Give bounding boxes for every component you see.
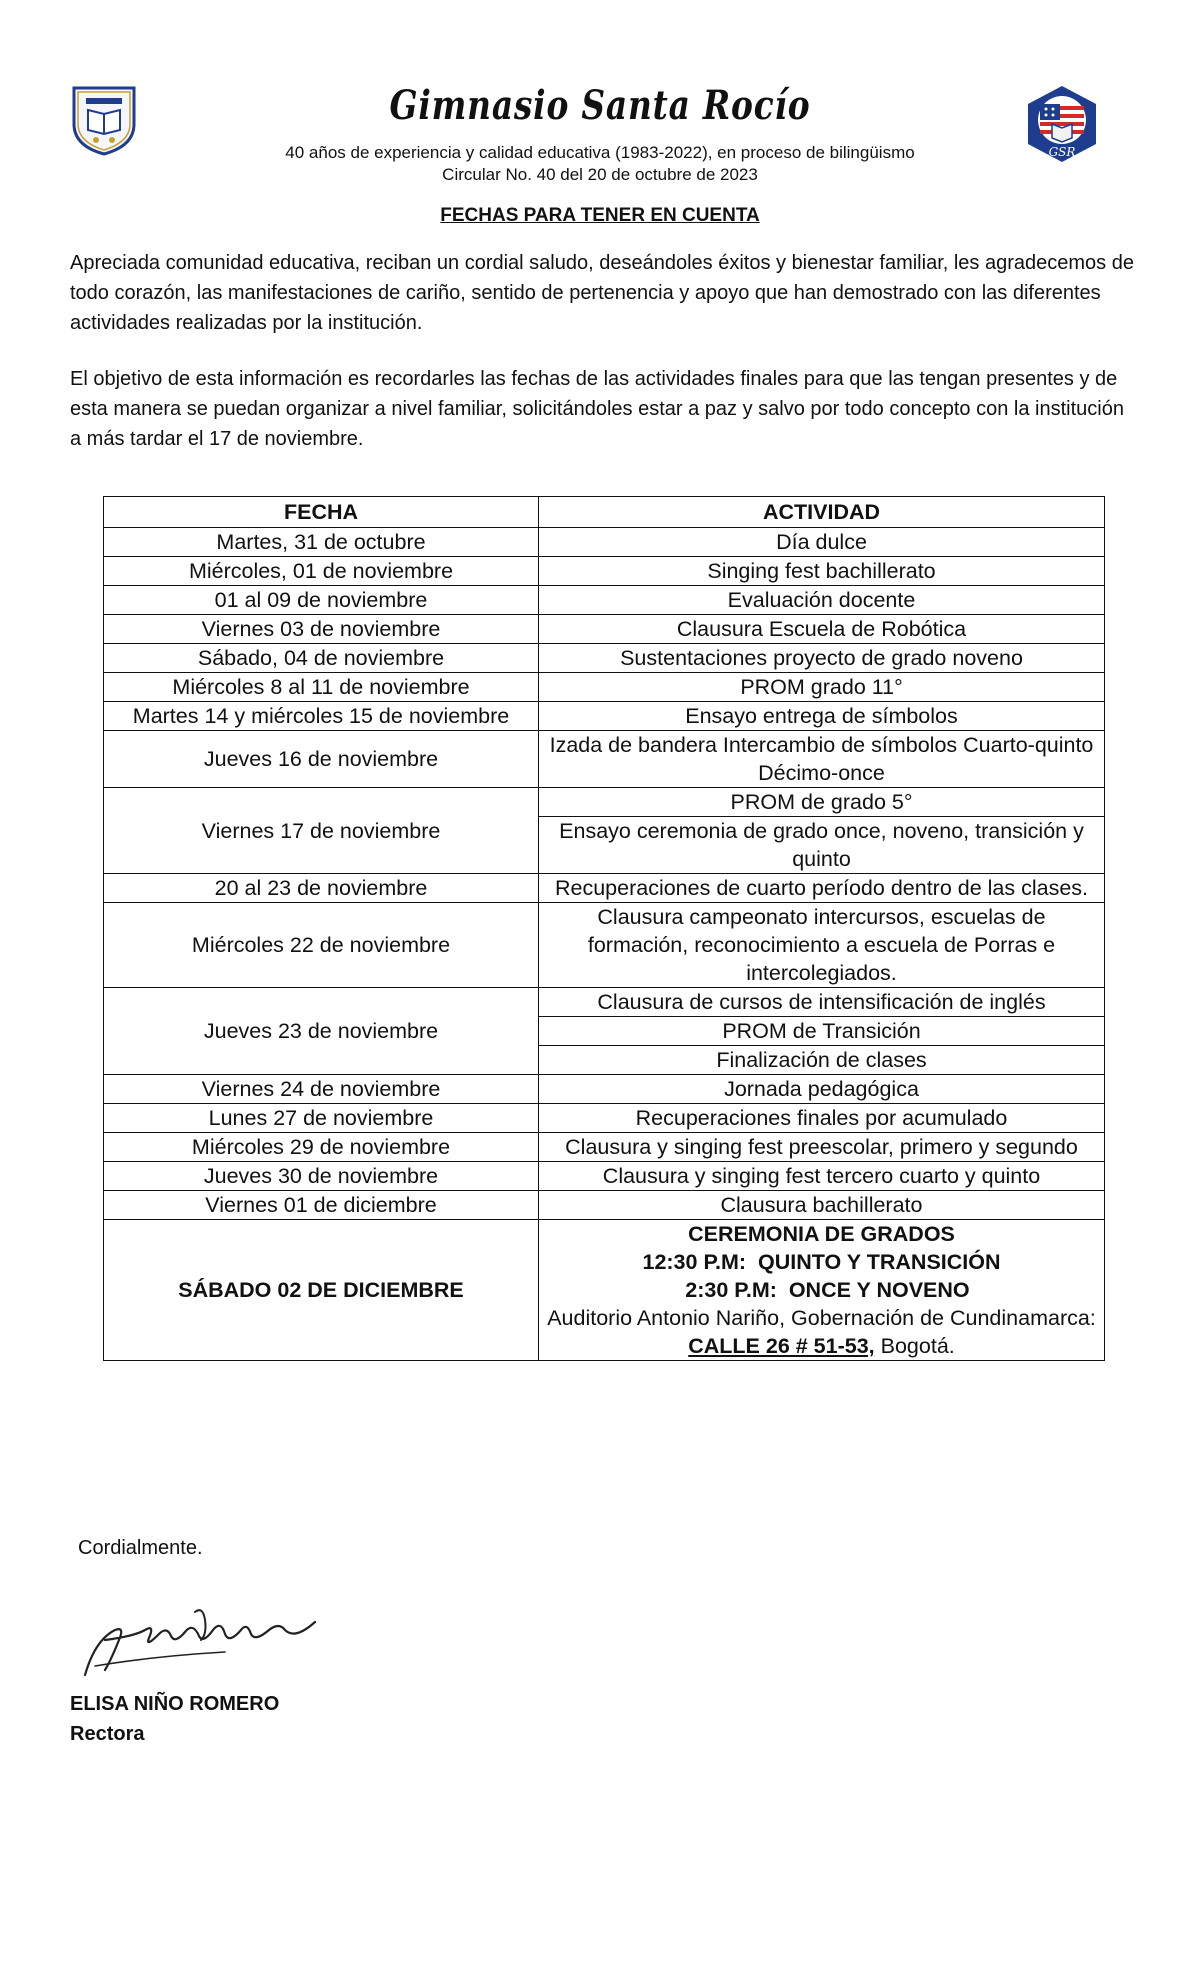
- row-date: Miércoles, 01 de noviembre: [104, 557, 539, 586]
- row-activity: Izada de bandera Intercambio de símbolos Cuarto-quinto Décimo-once: [539, 731, 1105, 788]
- table-row: [104, 1104, 1105, 1133]
- table-row: [104, 586, 1105, 615]
- table-row: [104, 874, 1105, 903]
- row-date: Viernes 03 de noviembre: [104, 615, 539, 644]
- school-tagline: 40 años de experiencia y calidad educativa (1983-2022), en proceso de bilingüismo: [285, 143, 915, 162]
- school-crest-icon: [70, 84, 138, 156]
- signer-role: Rectora: [70, 1723, 145, 1745]
- row-activity: PROM de Transición: [539, 1017, 1105, 1046]
- schedule-body: [104, 528, 1105, 1361]
- table-row: [104, 1162, 1105, 1191]
- row-date: Viernes 01 de diciembre: [104, 1191, 539, 1220]
- row-date: Miércoles 22 de noviembre: [104, 903, 539, 988]
- row-activity: Evaluación docente: [539, 586, 1105, 615]
- row-date: Jueves 23 de noviembre: [104, 988, 539, 1075]
- row-date: Viernes 24 de noviembre: [104, 1075, 539, 1104]
- row-activity: Clausura y singing fest preescolar, primero y segundo: [539, 1133, 1105, 1162]
- row-date: Sábado, 04 de noviembre: [104, 644, 539, 673]
- ceremony-date: SÁBADO 02 DE DICIEMBRE: [104, 1220, 539, 1361]
- activity-column-header: ACTIVIDAD: [539, 497, 1105, 528]
- row-activity: Finalización de clases: [539, 1046, 1105, 1075]
- row-date: Lunes 27 de noviembre: [104, 1104, 539, 1133]
- row-date: Viernes 17 de noviembre: [104, 788, 539, 874]
- row-activity: Jornada pedagógica: [539, 1075, 1105, 1104]
- bilingual-flag-crest-icon: [1022, 84, 1102, 164]
- table-row: [104, 528, 1105, 557]
- table-row: [104, 702, 1105, 731]
- ceremony-details: [539, 1220, 1105, 1361]
- table-row: [104, 615, 1105, 644]
- table-row: [104, 1191, 1105, 1220]
- row-activity: Clausura y singing fest tercero cuarto y quinto: [539, 1162, 1105, 1191]
- row-activity: Día dulce: [539, 528, 1105, 557]
- objective-paragraph: El objetivo de esta información es recordarles las fechas de las actividades finales para que las tengan presentes y de esta manera se puedan organizar a nivel familiar, solicitándoles estar a paz y salvo por todo concepto con la institución a más tardar el 17 de noviembre.: [70, 368, 1124, 450]
- table-row: [104, 557, 1105, 586]
- table-row: [104, 988, 1105, 1017]
- row-date: Jueves 30 de noviembre: [104, 1162, 539, 1191]
- ceremony-time-2: 2:30 P.M: ONCE Y NOVENO: [673, 1278, 970, 1302]
- date-column-header: FECHA: [104, 497, 539, 528]
- table-row: [104, 903, 1105, 988]
- ceremony-address-prefix: Auditorio Antonio Nariño, Gobernación de Cundinamarca:: [547, 1306, 1096, 1330]
- table-row: [104, 1133, 1105, 1162]
- row-date: 20 al 23 de noviembre: [104, 874, 539, 903]
- greeting-paragraph: Apreciada comunidad educativa, reciban un cordial saludo, deseándoles éxitos y bienestar familiar, les agradecemos de todo corazón, las manifestaciones de cariño, sentido de pertenencia y apoyo que han demostrado con las diferentes actividades realizadas por la institución.: [70, 252, 1134, 334]
- school-name: Gimnasio Santa Rocío: [389, 82, 811, 129]
- row-activity: Clausura de cursos de intensificación de inglés: [539, 988, 1105, 1017]
- row-date: 01 al 09 de noviembre: [104, 586, 539, 615]
- row-activity: Clausura campeonato intercursos, escuelas de formación, reconocimiento a escuela de Porras e intercolegiados.: [539, 903, 1105, 988]
- row-activity: Clausura Escuela de Robótica: [539, 615, 1105, 644]
- table-header-row: [104, 497, 1105, 528]
- row-activity: Sustentaciones proyecto de grado noveno: [539, 644, 1105, 673]
- row-date: Miércoles 8 al 11 de noviembre: [104, 673, 539, 702]
- row-activity: PROM grado 11°: [539, 673, 1105, 702]
- row-activity: Ensayo ceremonia de grado once, noveno, transición y quinto: [539, 817, 1105, 874]
- ceremony-address-street: CALLE 26 # 51-53,: [688, 1334, 875, 1358]
- row-activity: Singing fest bachillerato: [539, 557, 1105, 586]
- row-activity: Recuperaciones de cuarto período dentro de las clases.: [539, 874, 1105, 903]
- schedule-table: [103, 496, 1105, 1361]
- table-row: [104, 731, 1105, 788]
- ceremony-time-1: 12:30 P.M: QUINTO Y TRANSICIÓN: [642, 1250, 1001, 1274]
- ceremony-address-suffix: Bogotá.: [874, 1334, 955, 1358]
- row-activity: Ensayo entrega de símbolos: [539, 702, 1105, 731]
- row-date: Martes, 31 de octubre: [104, 528, 539, 557]
- row-activity: Recuperaciones finales por acumulado: [539, 1104, 1105, 1133]
- table-row: [104, 788, 1105, 817]
- signature-image: [75, 1600, 335, 1690]
- right-logo-letters: GSR: [1048, 145, 1076, 159]
- row-date: Martes 14 y miércoles 15 de noviembre: [104, 702, 539, 731]
- table-row: [104, 1075, 1105, 1104]
- ceremony-title: CEREMONIA DE GRADOS: [688, 1222, 955, 1246]
- signer-name: ELISA NIÑO ROMERO: [70, 1693, 280, 1715]
- table-row: [104, 644, 1105, 673]
- ceremony-address: [545, 1304, 1098, 1360]
- document-title: FECHAS PARA TENER EN CUENTA: [440, 205, 760, 226]
- table-row: [104, 673, 1105, 702]
- closing-salutation: Cordialmente.: [78, 1537, 203, 1559]
- row-date: Jueves 16 de noviembre: [104, 731, 539, 788]
- row-activity: Clausura bachillerato: [539, 1191, 1105, 1220]
- ceremony-row: [104, 1220, 1105, 1361]
- row-date: Miércoles 29 de noviembre: [104, 1133, 539, 1162]
- row-activity: PROM de grado 5°: [539, 788, 1105, 817]
- circular-number: Circular No. 40 del 20 de octubre de 2023: [442, 165, 758, 184]
